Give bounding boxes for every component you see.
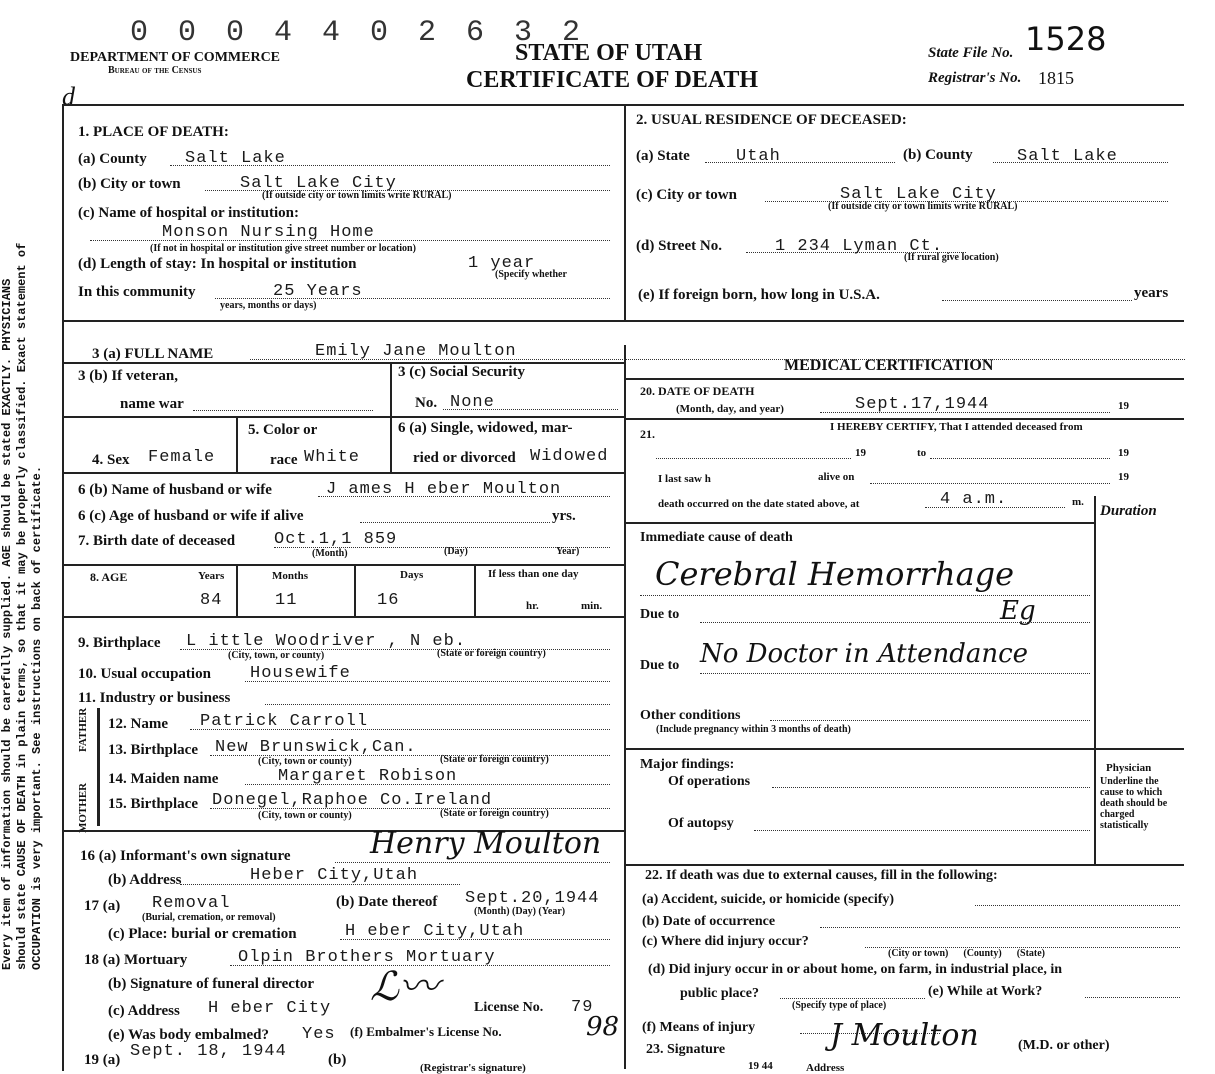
director-label: (b) Signature of funeral director — [108, 976, 315, 992]
burial-place-value: H eber City,Utah — [345, 922, 525, 941]
age-hr-label: hr. — [526, 600, 539, 612]
birth-month-label: (Month) — [312, 548, 348, 559]
mother-birth-note-1: (City, town or county) — [258, 810, 352, 821]
public-place-note: (Specify type of place) — [792, 1000, 887, 1011]
other-conditions-label: Other conditions — [640, 708, 741, 723]
death-time-value: 4 a.m. — [940, 490, 1008, 509]
director-address-label: (c) Address — [108, 1003, 180, 1019]
other-conditions-line — [770, 720, 1090, 721]
external-causes-label: 22. If death was due to external causes, fill in the following: — [645, 868, 998, 883]
removal-date-note: (Month) (Day) (Year) — [474, 906, 566, 917]
immediate-cause-value: Cerebral Hemorrhage — [655, 555, 1015, 593]
age-divider-2 — [354, 564, 356, 616]
embalmed-label: (e) Was body embalmed? — [108, 1027, 269, 1043]
maiden-name-label: 14. Maiden name — [108, 771, 219, 787]
residence-heading: 2. USUAL RESIDENCE OF DECEASED: — [636, 112, 907, 128]
alive-year: 19 — [1118, 471, 1129, 483]
pod-city-note: (If outside city or town limits write RURAL) — [262, 190, 452, 201]
marital-label-2: ried or divorced — [413, 450, 516, 466]
pod-hospital-label: (c) Name of hospital or institution: — [78, 205, 299, 221]
state-title: STATE OF UTAH — [515, 40, 703, 66]
due-to-label-1: Due to — [640, 607, 680, 622]
industry-line — [265, 704, 610, 705]
work-line — [1085, 997, 1180, 998]
license-value: 79 — [571, 998, 594, 1017]
res-county-value: Salt Lake — [1017, 147, 1118, 166]
physician-note: Physician — [1106, 762, 1152, 774]
alive-on-label: alive on — [818, 471, 855, 483]
mortuary-label: 18 (a) Mortuary — [84, 952, 188, 968]
filed-date-value: Sept. 18, 1944 — [130, 1042, 287, 1061]
certify-divider — [624, 522, 1094, 524]
removal-date-value: Sept.20,1944 — [465, 889, 600, 908]
full-name-value: Emily Jane Moulton — [315, 342, 517, 361]
occurred-label: death occurred on the date stated above, at — [658, 498, 860, 510]
age-years-value: 84 — [200, 591, 223, 610]
md-label: (M.D. or other) — [1018, 1038, 1110, 1053]
death-date-divider — [624, 418, 1184, 420]
occupation-line — [245, 681, 610, 682]
res-state-value: Utah — [736, 147, 781, 166]
spouse-label: 6 (b) Name of husband or wife — [78, 482, 272, 498]
birth-day-label: (Day) — [444, 546, 468, 557]
pod-county-value: Salt Lake — [185, 149, 286, 168]
mother-name-value: Margaret Robison — [278, 767, 458, 786]
serial-number: 0 0 0 4 4 0 2 6 3 2 — [130, 16, 587, 50]
duration-column-divider — [1094, 496, 1096, 864]
res-street-value: 1 234 Lyman Ct. — [775, 237, 944, 256]
pod-hospital-note: (If not in hospital or institution give street number or location) — [150, 243, 416, 254]
occupation-label: 10. Usual occupation — [78, 666, 211, 682]
removal-date-label: (b) Date thereof — [336, 894, 438, 910]
spouse-value: J ames H eber Moulton — [326, 480, 562, 499]
major-findings-label: Major findings: — [640, 757, 735, 772]
color-label-1: 5. Color or — [248, 422, 318, 438]
death-date-line — [820, 412, 1110, 413]
operations-label: Of operations — [668, 774, 751, 789]
side-instructions — [0, 70, 45, 970]
department-label: DEPARTMENT OF COMMERCE — [70, 50, 281, 65]
signature-address-stub: Address — [806, 1062, 845, 1074]
sex-row-divider — [62, 472, 624, 474]
state-file-label: State File No. — [928, 45, 1014, 61]
mother-name-line — [245, 784, 610, 785]
war-line — [193, 410, 373, 411]
death-date-note: (Month, day, and year) — [676, 403, 784, 415]
birth-date-label: 7. Birth date of deceased — [78, 533, 236, 549]
certify-to-label: to — [917, 447, 927, 459]
filed-b-label: (b) — [328, 1052, 347, 1068]
spouse-age-unit: yrs. — [552, 508, 576, 524]
age-days-value: 16 — [377, 591, 400, 610]
informant-label: 16 (a) Informant's own signature — [80, 848, 291, 864]
due-to-line-2 — [700, 673, 1090, 674]
certificate-title: CERTIFICATE OF DEATH — [466, 67, 759, 93]
side-note-line-2: should state CAUSE OF DEATH in plain terms, so that it may be properly classified. Exact statement of — [15, 242, 29, 970]
war-label: name war — [120, 396, 184, 412]
mother-vertical-label: MOTHER — [77, 782, 89, 833]
public-place-line — [780, 998, 925, 999]
due-to-value-2: No Doctor in Attendance — [700, 639, 1029, 669]
removal-value: Removal — [152, 894, 231, 913]
autopsy-label: Of autopsy — [668, 816, 734, 831]
occupation-value: Housewife — [250, 664, 351, 683]
sex-label: 4. Sex — [92, 452, 130, 468]
marital-value: Widowed — [530, 447, 609, 466]
veteran-ss-divider — [390, 362, 392, 416]
signature-label: 23. Signature — [646, 1042, 726, 1057]
ss-label: 3 (c) Social Security — [398, 364, 526, 380]
veteran-label: 3 (b) If veteran, — [78, 368, 178, 384]
res-foreign-line — [942, 300, 1132, 301]
age-less-label: If less than one day — [488, 568, 579, 580]
informant-address-label: (b) Address — [108, 872, 182, 888]
director-signature: ℒ〰 — [370, 964, 439, 1010]
father-birth-note-1: (City, town or county) — [258, 756, 352, 767]
pod-city-label: (b) City or town — [78, 176, 181, 192]
side-note-line-3: OCCUPATION is very important. See instructions on back of certificate. — [30, 465, 44, 970]
ss-row-divider — [62, 416, 624, 418]
director-address-value: H eber City — [208, 999, 332, 1018]
mother-birth-value: Donegel,Raphoe Co.Ireland — [212, 791, 493, 810]
alive-on-line — [870, 483, 1110, 484]
certify-number: 21. — [640, 427, 655, 441]
res-state-line — [705, 162, 895, 163]
pod-county-label: (a) County — [78, 151, 147, 167]
father-name-line — [190, 729, 610, 730]
res-foreign-label: (e) If foreign born, how long in U.S.A. — [638, 287, 880, 303]
res-foreign-unit: years — [1134, 285, 1169, 301]
accident-label: (a) Accident, suicide, or homicide (specify) — [642, 892, 895, 907]
res-state-label: (a) State — [636, 148, 690, 164]
mortuary-value: Olpin Brothers Mortuary — [238, 948, 496, 967]
burial-place-label: (c) Place: burial or cremation — [108, 926, 297, 942]
ss-no-value: None — [450, 393, 495, 412]
full-name-label: 3 (a) FULL NAME — [92, 346, 214, 362]
registrar-signature-label: (Registrar's signature) — [420, 1062, 526, 1074]
death-time-unit: m. — [1072, 496, 1084, 508]
sex-value: Female — [148, 448, 216, 467]
birthplace-note-1: (City, town, or county) — [228, 650, 325, 661]
birthplace-value: L ittle Woodriver , N eb. — [186, 632, 467, 651]
res-county-label: (b) County — [903, 147, 973, 163]
medical-divider — [624, 864, 1184, 866]
signature-date: 19 44 — [748, 1060, 773, 1072]
res-city-label: (c) City or town — [636, 187, 737, 203]
res-street-note: (If rural give location) — [904, 252, 999, 263]
home-label: (d) Did injury occur in or about home, on farm, in industrial place, in — [648, 962, 1063, 977]
pod-community-label: In this community — [78, 284, 196, 300]
pod-community-note: years, months or days) — [220, 300, 317, 311]
certify-from-year: 19 — [855, 447, 866, 459]
ss-no-label: No. — [415, 395, 438, 411]
age-years-label: Years — [198, 570, 225, 582]
immediate-cause-label: Immediate cause of death — [640, 530, 793, 545]
place-of-death-heading: 1. PLACE OF DEATH: — [78, 124, 229, 140]
burial-place-line — [340, 939, 610, 940]
license-label: License No. — [474, 1000, 544, 1015]
spouse-age-line — [360, 522, 550, 523]
pod-community-value: 25 Years — [273, 282, 363, 301]
mother-birth-note-2: (State or foreign country) — [440, 808, 549, 819]
spouse-age-label: 6 (c) Age of husband or wife if alive — [78, 508, 304, 524]
autopsy-line — [754, 830, 1090, 831]
informant-line — [335, 862, 610, 863]
informant-address-line — [180, 884, 460, 885]
death-date-value: Sept.17,1944 — [855, 395, 990, 414]
removal-label: 17 (a) — [84, 898, 121, 914]
certify-text: I HEREBY CERTIFY, That I attended deceased from — [830, 421, 1083, 433]
certify-from-line — [656, 458, 851, 459]
mother-birth-line — [210, 808, 610, 809]
public-place-label: public place? — [680, 986, 759, 1001]
father-birth-value: New Brunswick,Can. — [215, 738, 417, 757]
physician-signature: J Moulton — [830, 1018, 979, 1053]
age-months-label: Months — [272, 570, 309, 582]
age-divider-3 — [474, 564, 476, 616]
father-vertical-label: FATHER — [77, 707, 89, 752]
age-divider-1 — [236, 564, 238, 616]
other-conditions-divider — [624, 748, 1184, 750]
color-label-2: race — [270, 452, 298, 468]
pod-city-value: Salt Lake City — [240, 174, 397, 193]
informant-signature: Henry Moulton — [370, 826, 602, 861]
medical-heading: MEDICAL CERTIFICATION — [784, 357, 994, 374]
pod-stay-value: 1 year — [468, 254, 536, 273]
other-conditions-note: (Include pregnancy within 3 months of death) — [656, 724, 851, 735]
bureau-label: Bureau of the Census — [108, 65, 202, 76]
where-note: (City or town) (County) (State) — [888, 948, 1046, 959]
top-section-divider — [62, 320, 1184, 322]
embalmer-number: 98 — [586, 1012, 620, 1042]
res-city-value: Salt Lake City — [840, 185, 997, 204]
last-saw-label: I last saw h — [658, 473, 711, 485]
age-min-label: min. — [581, 600, 603, 612]
pod-stay-label: (d) Length of stay: In hospital or institution — [78, 256, 357, 272]
age-label: 8. AGE — [90, 570, 128, 584]
color-value: White — [304, 448, 361, 467]
medical-heading-underline — [624, 378, 1184, 380]
birth-date-value: Oct.1,1 859 — [274, 530, 398, 549]
certify-to-line — [930, 458, 1110, 459]
age-months-value: 11 — [275, 591, 298, 610]
industry-label: 11. Industry or business — [78, 690, 231, 706]
registrar-number: 1815 — [1038, 68, 1074, 88]
duration-label: Duration — [1100, 503, 1157, 519]
registrar-label: Registrar's No. — [928, 70, 1022, 86]
removal-note: (Burial, cremation, or removal) — [142, 912, 276, 923]
state-file-number: 1528 — [1025, 20, 1107, 58]
due-to-value-1: Eg — [1000, 596, 1036, 626]
occurrence-line — [820, 927, 1180, 928]
side-note-line-1: Every item of information should be carefully supplied. AGE should be stated EXACTLY. PHYSICIANS — [0, 278, 14, 970]
marital-label-1: 6 (a) Single, widowed, mar- — [398, 420, 573, 436]
age-days-label: Days — [400, 569, 424, 581]
means-label: (f) Means of injury — [642, 1020, 756, 1035]
birth-year-label: Year) — [556, 546, 580, 557]
birthplace-note-2: (State or foreign country) — [437, 648, 546, 659]
informant-address-value: Heber City,Utah — [250, 866, 419, 885]
pod-hospital-line — [90, 240, 610, 241]
work-label: (e) While at Work? — [928, 984, 1043, 999]
due-to-line-1 — [700, 622, 1090, 623]
color-marital-divider — [390, 416, 392, 472]
embalmer-label: (f) Embalmer's License No. — [350, 1024, 502, 1039]
father-name-value: Patrick Carroll — [200, 712, 369, 731]
center-divider-lower — [624, 345, 626, 1069]
certify-to-year: 19 — [1118, 447, 1129, 459]
center-divider — [624, 104, 626, 322]
age-row-divider — [62, 616, 624, 618]
corner-mark: d — [62, 82, 75, 111]
father-name-label: 12. Name — [108, 716, 168, 732]
birth-row-divider — [62, 564, 624, 566]
death-time-line — [925, 507, 1065, 508]
occurrence-label: (b) Date of occurrence — [642, 914, 776, 929]
death-year-stub: 19 — [1118, 400, 1129, 412]
res-street-label: (d) Street No. — [636, 238, 722, 254]
father-birth-note-2: (State or foreign country) — [440, 754, 549, 765]
parents-bracket — [97, 708, 100, 826]
mother-birth-label: 15. Birthplace — [108, 796, 198, 812]
pod-stay-note: (Specify whether — [495, 269, 567, 280]
physician-subnote: Underline the cause to which death should be charged statistically — [1100, 776, 1168, 831]
due-to-label-2: Due to — [640, 658, 680, 673]
name-row-divider — [62, 362, 624, 364]
res-city-note: (If outside city or town limits write RURAL) — [828, 201, 1018, 212]
pod-hospital-value: Monson Nursing Home — [162, 223, 375, 242]
death-date-label: 20. DATE OF DEATH — [640, 384, 755, 398]
birthplace-label: 9. Birthplace — [78, 635, 161, 651]
operations-line — [772, 787, 1090, 788]
father-birth-label: 13. Birthplace — [108, 742, 198, 758]
filed-label: 19 (a) — [84, 1052, 121, 1068]
accident-line — [975, 905, 1180, 906]
where-label: (c) Where did injury occur? — [642, 934, 809, 949]
embalmed-value: Yes — [302, 1025, 336, 1044]
sex-color-divider — [236, 416, 238, 472]
